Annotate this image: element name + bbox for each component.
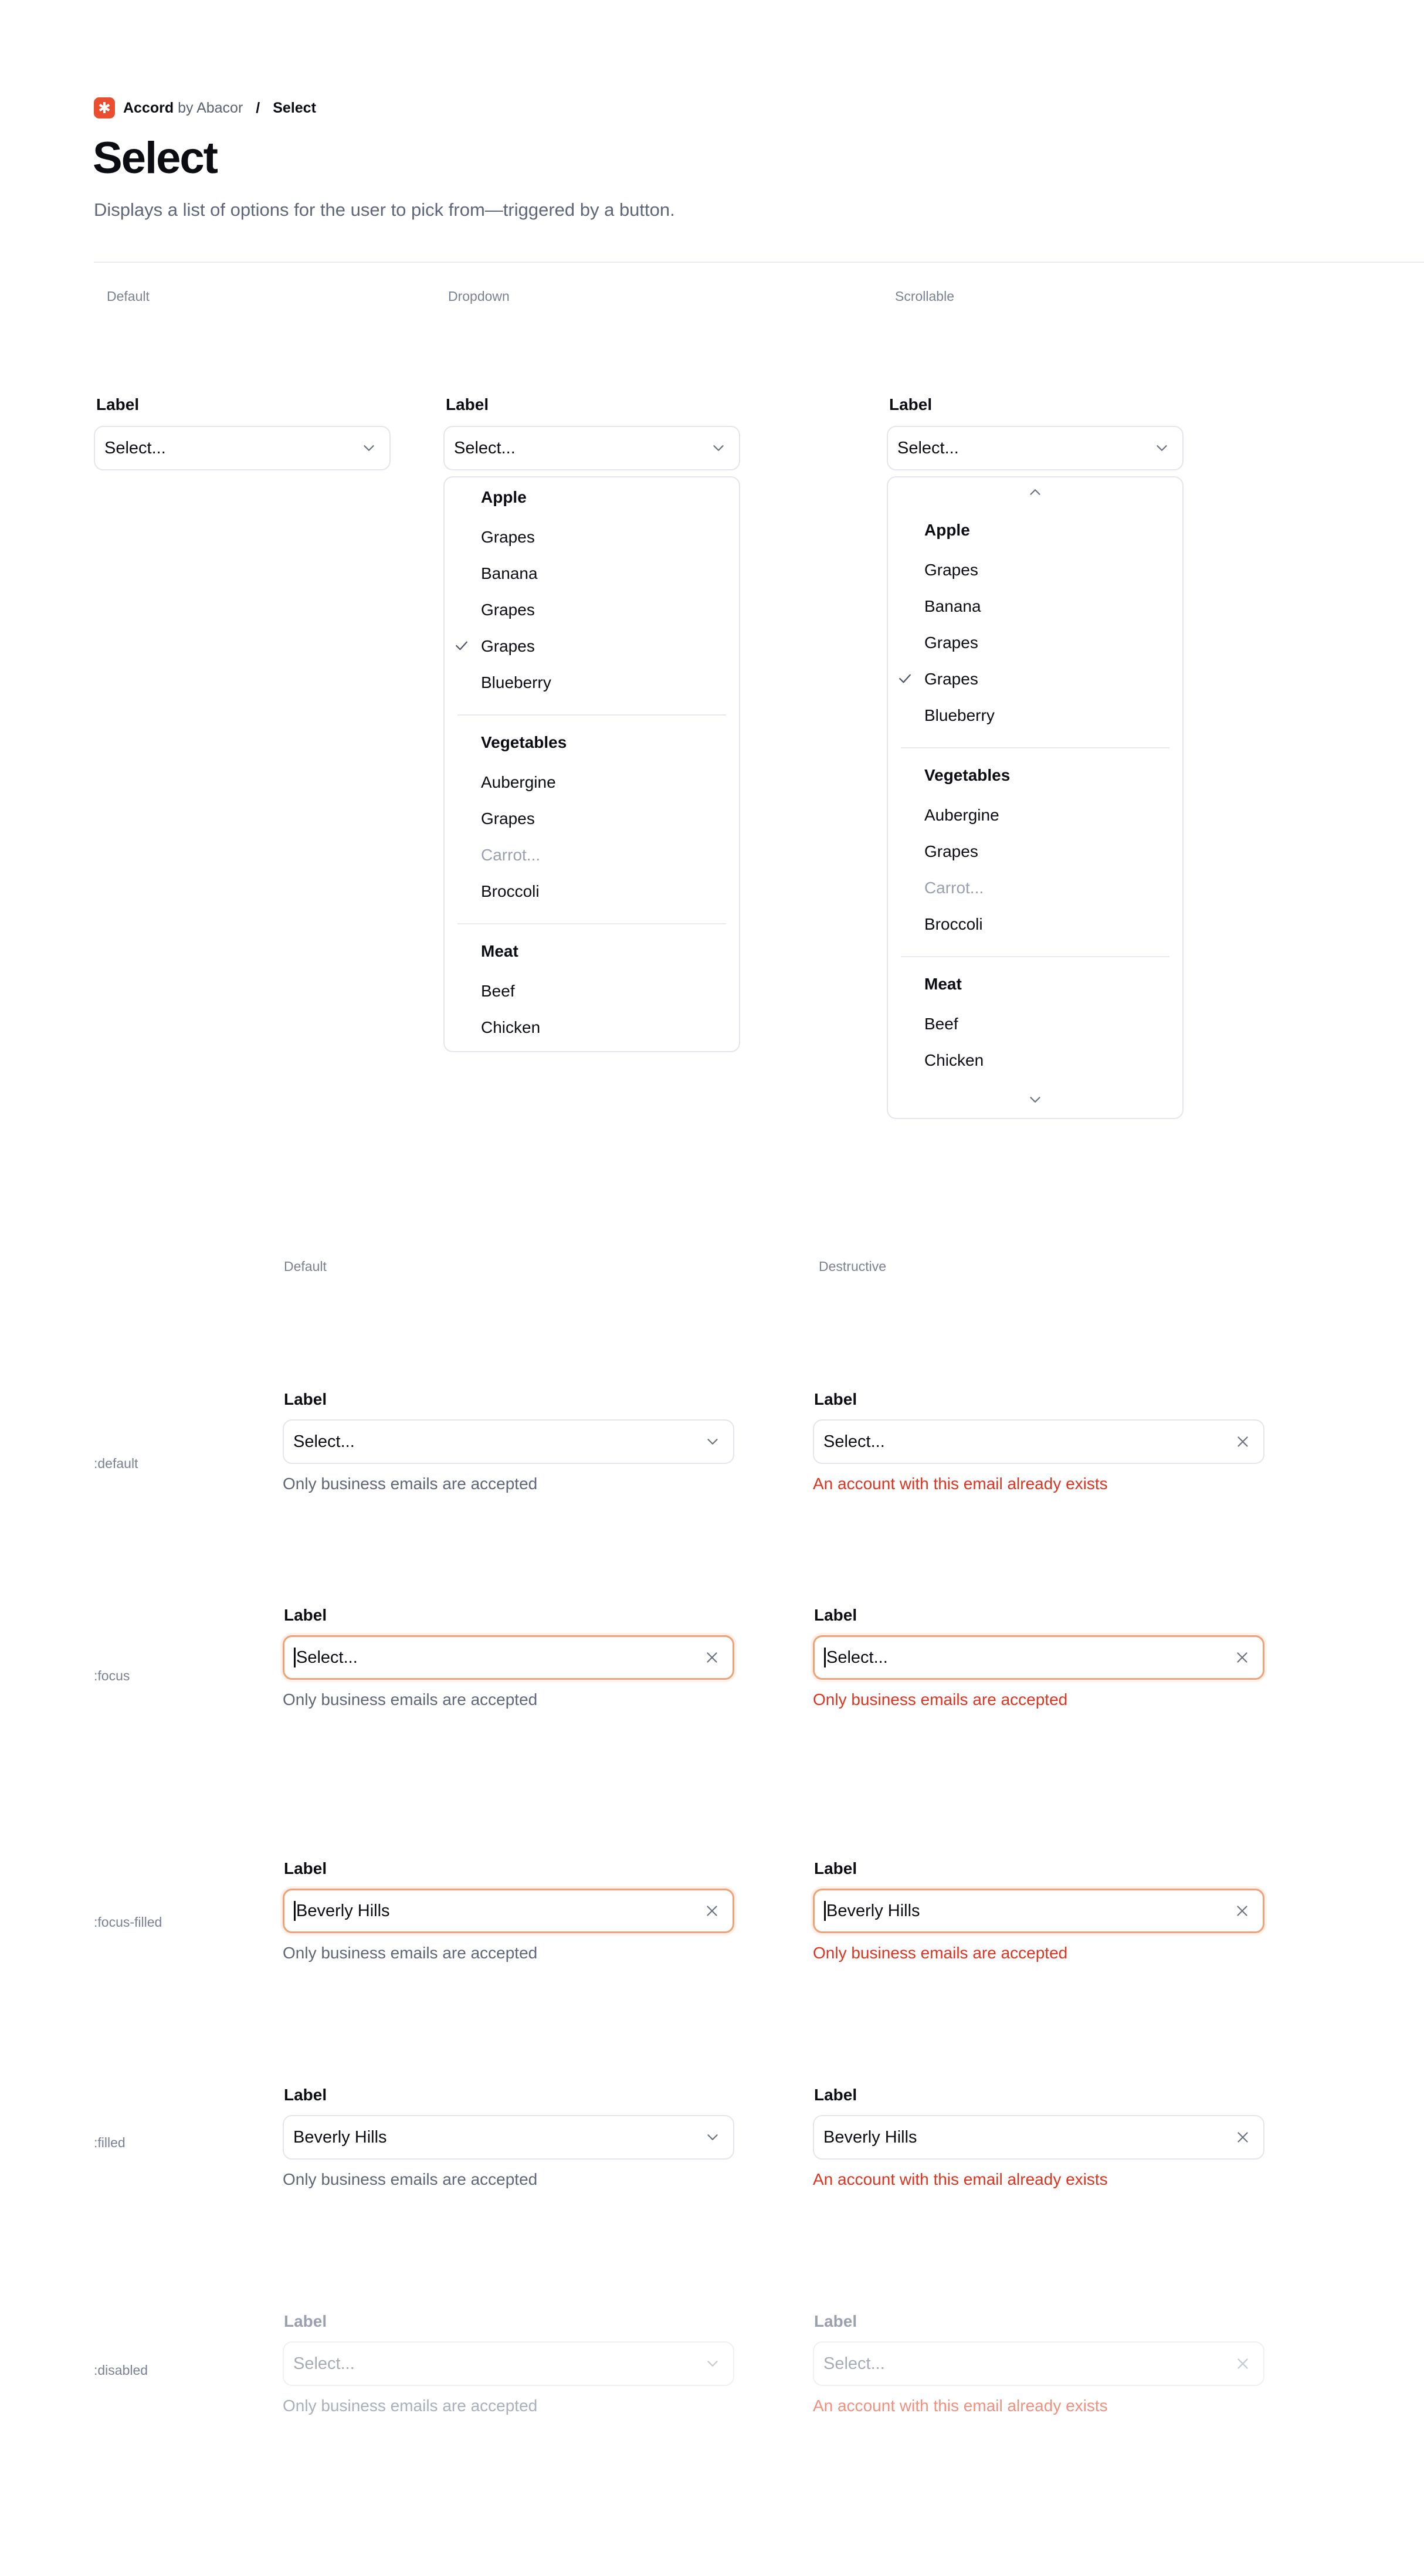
select-placeholder: Select... bbox=[293, 2354, 355, 2373]
field-label: Label bbox=[814, 1859, 857, 1877]
option-item-disabled: Carrot... bbox=[481, 846, 541, 864]
helper-text: Only business emails are accepted bbox=[283, 1944, 538, 1962]
text-cursor bbox=[294, 1901, 296, 1921]
select-destructive-filled-state[interactable] bbox=[813, 2115, 1264, 2160]
select-placeholder: Select... bbox=[104, 438, 166, 457]
group-label-apple: Apple bbox=[924, 521, 970, 539]
field-label: Label bbox=[284, 1859, 327, 1877]
error-text: Only business emails are accepted bbox=[813, 1690, 1068, 1709]
select-destructive-focus-state[interactable] bbox=[813, 1635, 1264, 1680]
state-label-default: :default bbox=[94, 1456, 138, 1471]
option-item[interactable]: Aubergine bbox=[481, 773, 556, 791]
check-icon bbox=[896, 670, 914, 687]
option-item[interactable]: Beef bbox=[924, 1015, 958, 1033]
option-item[interactable]: Beef bbox=[481, 982, 515, 1000]
error-text: An account with this email already exists bbox=[813, 2170, 1108, 2188]
option-item[interactable]: Chicken bbox=[924, 1051, 984, 1069]
helper-text: Only business emails are accepted bbox=[283, 1475, 538, 1493]
breadcrumb-brand[interactable]: Accord bbox=[123, 99, 174, 116]
column-header-scrollable: Scrollable bbox=[895, 289, 954, 304]
chevron-down-icon bbox=[704, 1433, 721, 1450]
chevron-down-icon bbox=[704, 2355, 721, 2372]
option-item[interactable]: Blueberry bbox=[924, 706, 995, 724]
field-label: Label bbox=[284, 1390, 327, 1408]
breadcrumb-current: Select bbox=[273, 99, 316, 116]
select-focus-filled-state[interactable] bbox=[283, 1889, 734, 1933]
option-item-selected[interactable]: Grapes bbox=[924, 670, 978, 688]
chevron-down-icon bbox=[1153, 439, 1171, 457]
option-item[interactable]: Grapes bbox=[924, 842, 978, 860]
chevron-down-icon bbox=[360, 439, 378, 457]
select-destructive-default-state[interactable] bbox=[813, 1419, 1264, 1464]
header-divider bbox=[94, 262, 1424, 263]
select-destructive-focus-filled-state[interactable] bbox=[813, 1889, 1264, 1933]
select-value: Beverly Hills bbox=[823, 2127, 917, 2147]
field-label: Label bbox=[814, 1390, 857, 1408]
state-label-filled: :filled bbox=[94, 2135, 126, 2150]
field-label: Label bbox=[284, 1606, 327, 1624]
column-header-default: Default bbox=[284, 1259, 327, 1274]
chevron-down-icon bbox=[710, 439, 727, 457]
page-title: Select bbox=[93, 133, 217, 183]
column-header-dropdown: Dropdown bbox=[448, 289, 510, 304]
column-header-default: Default bbox=[107, 289, 150, 304]
select-placeholder: Select... bbox=[826, 1648, 888, 1667]
select-dropdown-trigger[interactable] bbox=[443, 426, 740, 470]
field-label: Label bbox=[814, 1606, 857, 1624]
select-value: Beverly Hills bbox=[293, 2127, 387, 2147]
check-icon bbox=[453, 637, 470, 655]
breadcrumb-brand-by: by Abacor bbox=[178, 99, 243, 116]
breadcrumb-separator: / bbox=[256, 99, 260, 116]
close-icon bbox=[1234, 2355, 1252, 2372]
option-item[interactable]: Broccoli bbox=[481, 882, 540, 900]
select-focus-state[interactable] bbox=[283, 1635, 734, 1680]
option-item[interactable]: Banana bbox=[481, 564, 538, 582]
error-text: An account with this email already exists bbox=[813, 1475, 1108, 1493]
close-icon[interactable] bbox=[1233, 1649, 1251, 1666]
group-divider bbox=[457, 714, 726, 716]
group-label-vegetables: Vegetables bbox=[924, 766, 1011, 784]
option-item[interactable]: Blueberry bbox=[481, 673, 551, 692]
state-label-focus-filled: :focus-filled bbox=[94, 1914, 162, 1930]
breadcrumb bbox=[94, 96, 316, 120]
option-item[interactable]: Grapes bbox=[481, 601, 535, 619]
close-icon[interactable] bbox=[1234, 1433, 1252, 1450]
select-disabled-state bbox=[283, 2341, 734, 2386]
select-default[interactable] bbox=[94, 426, 391, 470]
select-placeholder: Select... bbox=[293, 1432, 355, 1451]
field-label: Label bbox=[284, 2086, 327, 2104]
page-subtitle: Displays a list of options for the user to pick from—triggered by a button. bbox=[94, 199, 675, 220]
option-item[interactable]: Broccoli bbox=[924, 915, 983, 933]
field-label: Label bbox=[889, 395, 933, 413]
chevron-up-icon[interactable] bbox=[1026, 483, 1044, 501]
close-icon[interactable] bbox=[703, 1902, 721, 1920]
group-divider bbox=[457, 923, 726, 924]
text-cursor bbox=[294, 1648, 296, 1667]
group-divider bbox=[901, 747, 1169, 748]
select-placeholder: Select... bbox=[296, 1648, 358, 1667]
select-default-state[interactable] bbox=[283, 1419, 734, 1464]
field-label: Label bbox=[814, 2312, 857, 2330]
select-placeholder: Select... bbox=[823, 2354, 885, 2373]
field-label: Label bbox=[284, 2312, 327, 2330]
select-value: Beverly Hills bbox=[826, 1901, 920, 1920]
select-scrollable-trigger[interactable] bbox=[887, 426, 1184, 470]
close-icon[interactable] bbox=[1233, 1902, 1251, 1920]
close-icon[interactable] bbox=[1234, 2128, 1252, 2146]
text-cursor bbox=[824, 1648, 826, 1667]
option-item-disabled: Carrot... bbox=[924, 879, 984, 897]
select-value: Beverly Hills bbox=[296, 1901, 390, 1920]
error-text: An account with this email already exists bbox=[813, 2397, 1108, 2415]
state-label-disabled: :disabled bbox=[94, 2363, 148, 2378]
text-cursor bbox=[824, 1901, 826, 1921]
option-item[interactable]: Grapes bbox=[924, 633, 978, 652]
option-item[interactable]: Aubergine bbox=[924, 806, 999, 824]
scrollable-dropdown-menu bbox=[887, 476, 1184, 1119]
group-label-meat: Meat bbox=[924, 975, 962, 993]
column-header-destructive: Destructive bbox=[819, 1259, 887, 1274]
close-icon[interactable] bbox=[703, 1649, 721, 1666]
option-item[interactable]: Banana bbox=[924, 597, 981, 615]
group-label-vegetables: Vegetables bbox=[481, 733, 567, 751]
group-label-meat: Meat bbox=[481, 942, 518, 960]
select-destructive-disabled-state bbox=[813, 2341, 1264, 2386]
field-label: Label bbox=[446, 395, 489, 413]
group-label-apple: Apple bbox=[481, 488, 527, 506]
select-placeholder: Select... bbox=[454, 438, 516, 457]
accord-logo-icon: ✱ bbox=[94, 97, 115, 118]
field-label: Label bbox=[96, 395, 140, 413]
helper-text: Only business emails are accepted bbox=[283, 2397, 538, 2415]
option-item[interactable]: Grapes bbox=[481, 528, 535, 546]
select-filled-state[interactable] bbox=[283, 2115, 734, 2160]
state-label-focus: :focus bbox=[94, 1668, 130, 1683]
option-item-selected[interactable]: Grapes bbox=[481, 637, 535, 655]
select-placeholder: Select... bbox=[823, 1432, 885, 1451]
dropdown-menu bbox=[443, 476, 740, 1052]
option-item[interactable]: Grapes bbox=[924, 561, 978, 579]
error-text: Only business emails are accepted bbox=[813, 1944, 1068, 1962]
option-item[interactable]: Chicken bbox=[481, 1018, 541, 1036]
helper-text: Only business emails are accepted bbox=[283, 2170, 538, 2188]
chevron-down-icon[interactable] bbox=[1026, 1091, 1044, 1109]
helper-text: Only business emails are accepted bbox=[283, 1690, 538, 1709]
option-item[interactable]: Grapes bbox=[481, 809, 535, 828]
group-divider bbox=[901, 956, 1169, 957]
chevron-down-icon bbox=[704, 2128, 721, 2146]
field-label: Label bbox=[814, 2086, 857, 2104]
select-placeholder: Select... bbox=[897, 438, 959, 457]
